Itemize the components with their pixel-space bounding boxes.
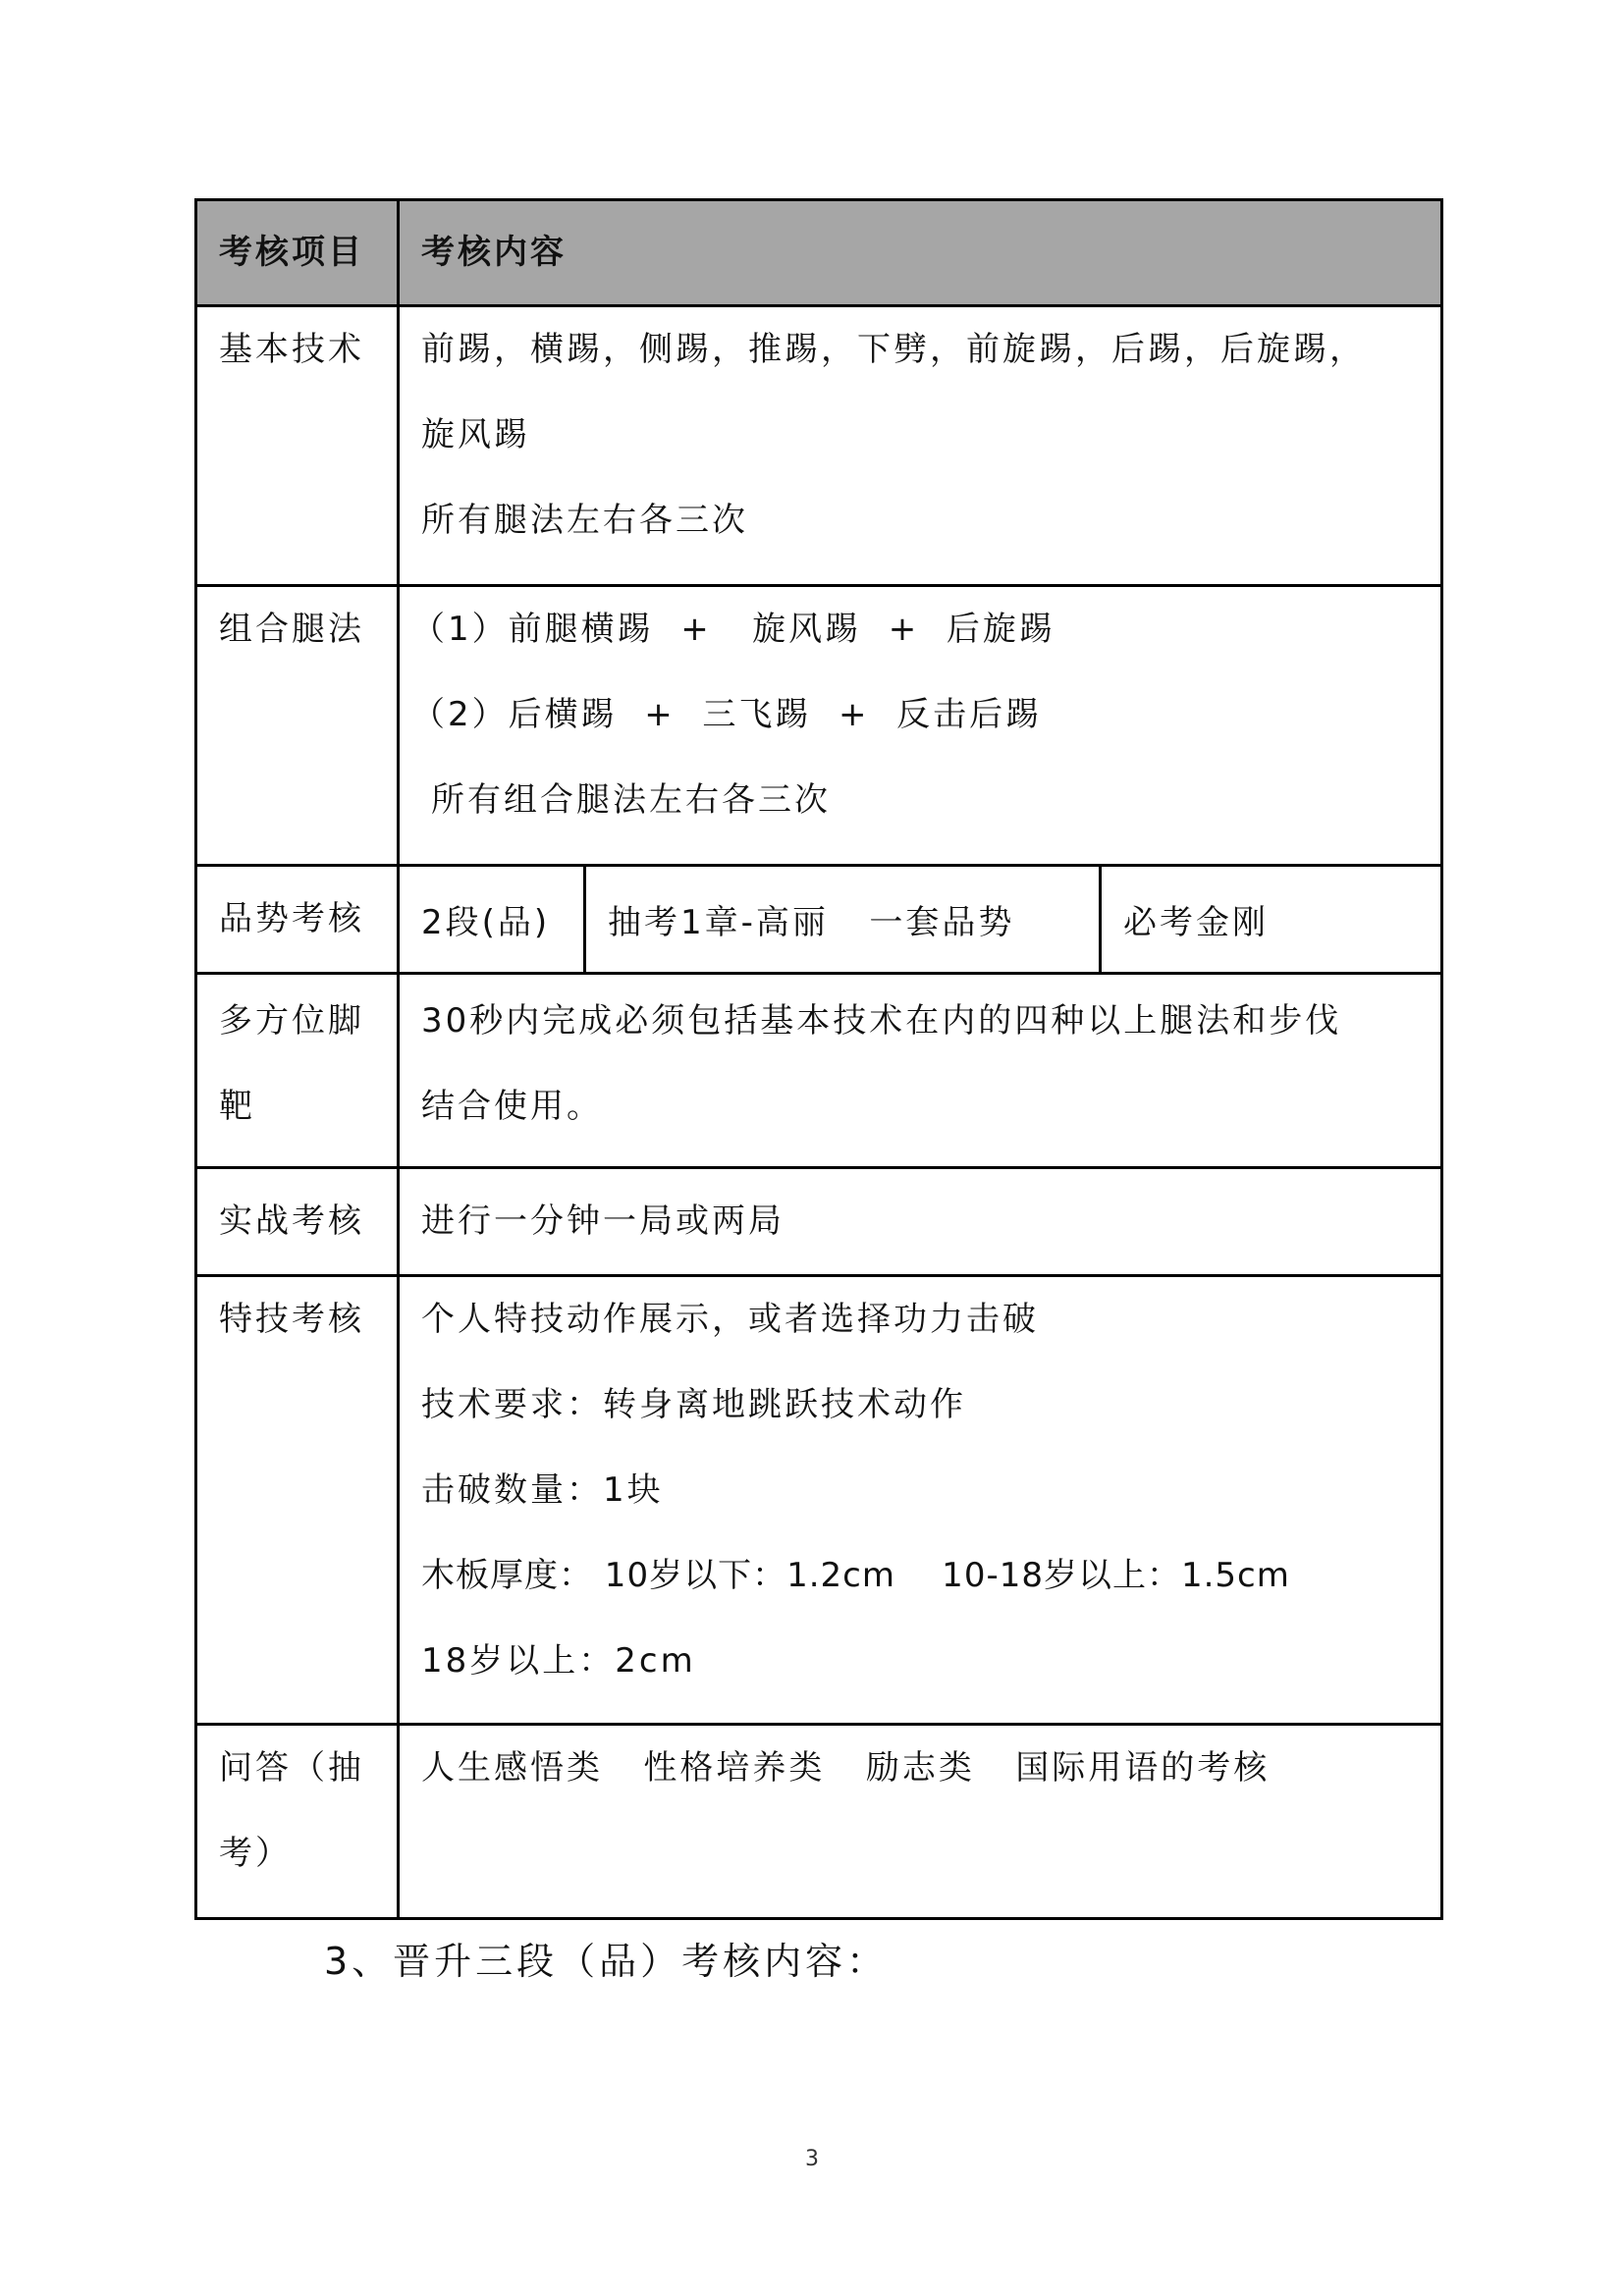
combo-line-1: （1）前腿横踢 + 旋风踢 + 后旋踢 (411, 610, 1056, 649)
row-content-cell (399, 1168, 1442, 1276)
special-line-2: 技术要求：转身离地跳跃技术动作 (421, 1385, 966, 1424)
exam-requirements-table (194, 198, 1443, 1920)
header-content-cell (399, 200, 1442, 306)
row-content-cell (399, 974, 1442, 1168)
special-line-5: 18岁以上：2cm (421, 1641, 696, 1681)
table-row-basic (196, 306, 1442, 586)
row-label-cell (196, 1276, 399, 1725)
basic-line-1: 前踢，横踢，侧踢，推踢，下劈，前旋踢，后踢，后旋踢， (421, 330, 1366, 369)
row-label-target: 多方位脚靶 (219, 1001, 364, 1126)
row-label-basic: 基本技术 (219, 330, 364, 369)
row-label-special: 特技考核 (219, 1300, 364, 1339)
table-row-qa (196, 1725, 1442, 1919)
row-label-qa: 问答（抽考） (219, 1748, 364, 1873)
row-content-cell (399, 1276, 1442, 1725)
row-content-cell (399, 306, 1442, 586)
row-content-cell (399, 1725, 1442, 1919)
target-line-2: 结合使用。 (421, 1087, 603, 1126)
target-line-1: 30秒内完成必须包括基本技术在内的四种以上腿法和步伐 (421, 1001, 1342, 1041)
qa-line-1: 人生感悟类 性格培养类 励志类 国际用语的考核 (421, 1748, 1271, 1788)
combo-line-3: 所有组合腿法左右各三次 (431, 780, 831, 820)
special-line-4: 木板厚度： 10岁以下：1.2cm 10-18岁以上：1.5cm (421, 1556, 1290, 1595)
row-label-cell (196, 866, 399, 974)
row-label-cell (196, 586, 399, 866)
section-heading: 3、晋升三段（品）考核内容： (324, 1940, 889, 1983)
forms-draw-cell (586, 867, 1102, 972)
row-label-cell (196, 974, 399, 1168)
row-label-sparring: 实战考核 (219, 1201, 364, 1241)
row-label-cell (196, 1168, 399, 1276)
basic-line-2: 旋风踢 (421, 415, 530, 454)
header-content-text: 考核内容 (421, 233, 567, 272)
forms-required-text: 必考金刚 (1123, 903, 1269, 942)
table-row-sparring (196, 1168, 1442, 1276)
special-line-1: 个人特技动作展示，或者选择功力击破 (421, 1300, 1039, 1339)
special-line-3: 击破数量：1块 (421, 1470, 664, 1510)
header-item-cell (196, 200, 399, 306)
table-header-row (196, 200, 1442, 306)
forms-content-cell (399, 866, 1442, 974)
header-item-text: 考核项目 (219, 233, 364, 272)
combo-line-2: （2）后横踢 + 三飞踢 + 反击后踢 (411, 695, 1043, 734)
table-row-special (196, 1276, 1442, 1725)
row-content-cell (399, 586, 1442, 866)
basic-line-3: 所有腿法左右各三次 (421, 501, 748, 540)
sparring-line-1: 进行一分钟一局或两局 (421, 1201, 785, 1241)
row-label-cell (196, 306, 399, 586)
forms-level-text: 2段(品) (421, 903, 551, 942)
row-label-combo: 组合腿法 (219, 610, 364, 649)
forms-level-cell (400, 867, 586, 972)
row-label-cell (196, 1725, 399, 1919)
table-row-target (196, 974, 1442, 1168)
table-row-combo (196, 586, 1442, 866)
forms-draw-text: 抽考1章-高丽 一套品势 (608, 903, 1015, 942)
forms-subcells (400, 867, 1440, 972)
table-row-forms (196, 866, 1442, 974)
page-number: 3 (805, 2147, 819, 2171)
row-label-forms: 品势考核 (219, 899, 364, 938)
forms-required-cell (1102, 867, 1440, 972)
